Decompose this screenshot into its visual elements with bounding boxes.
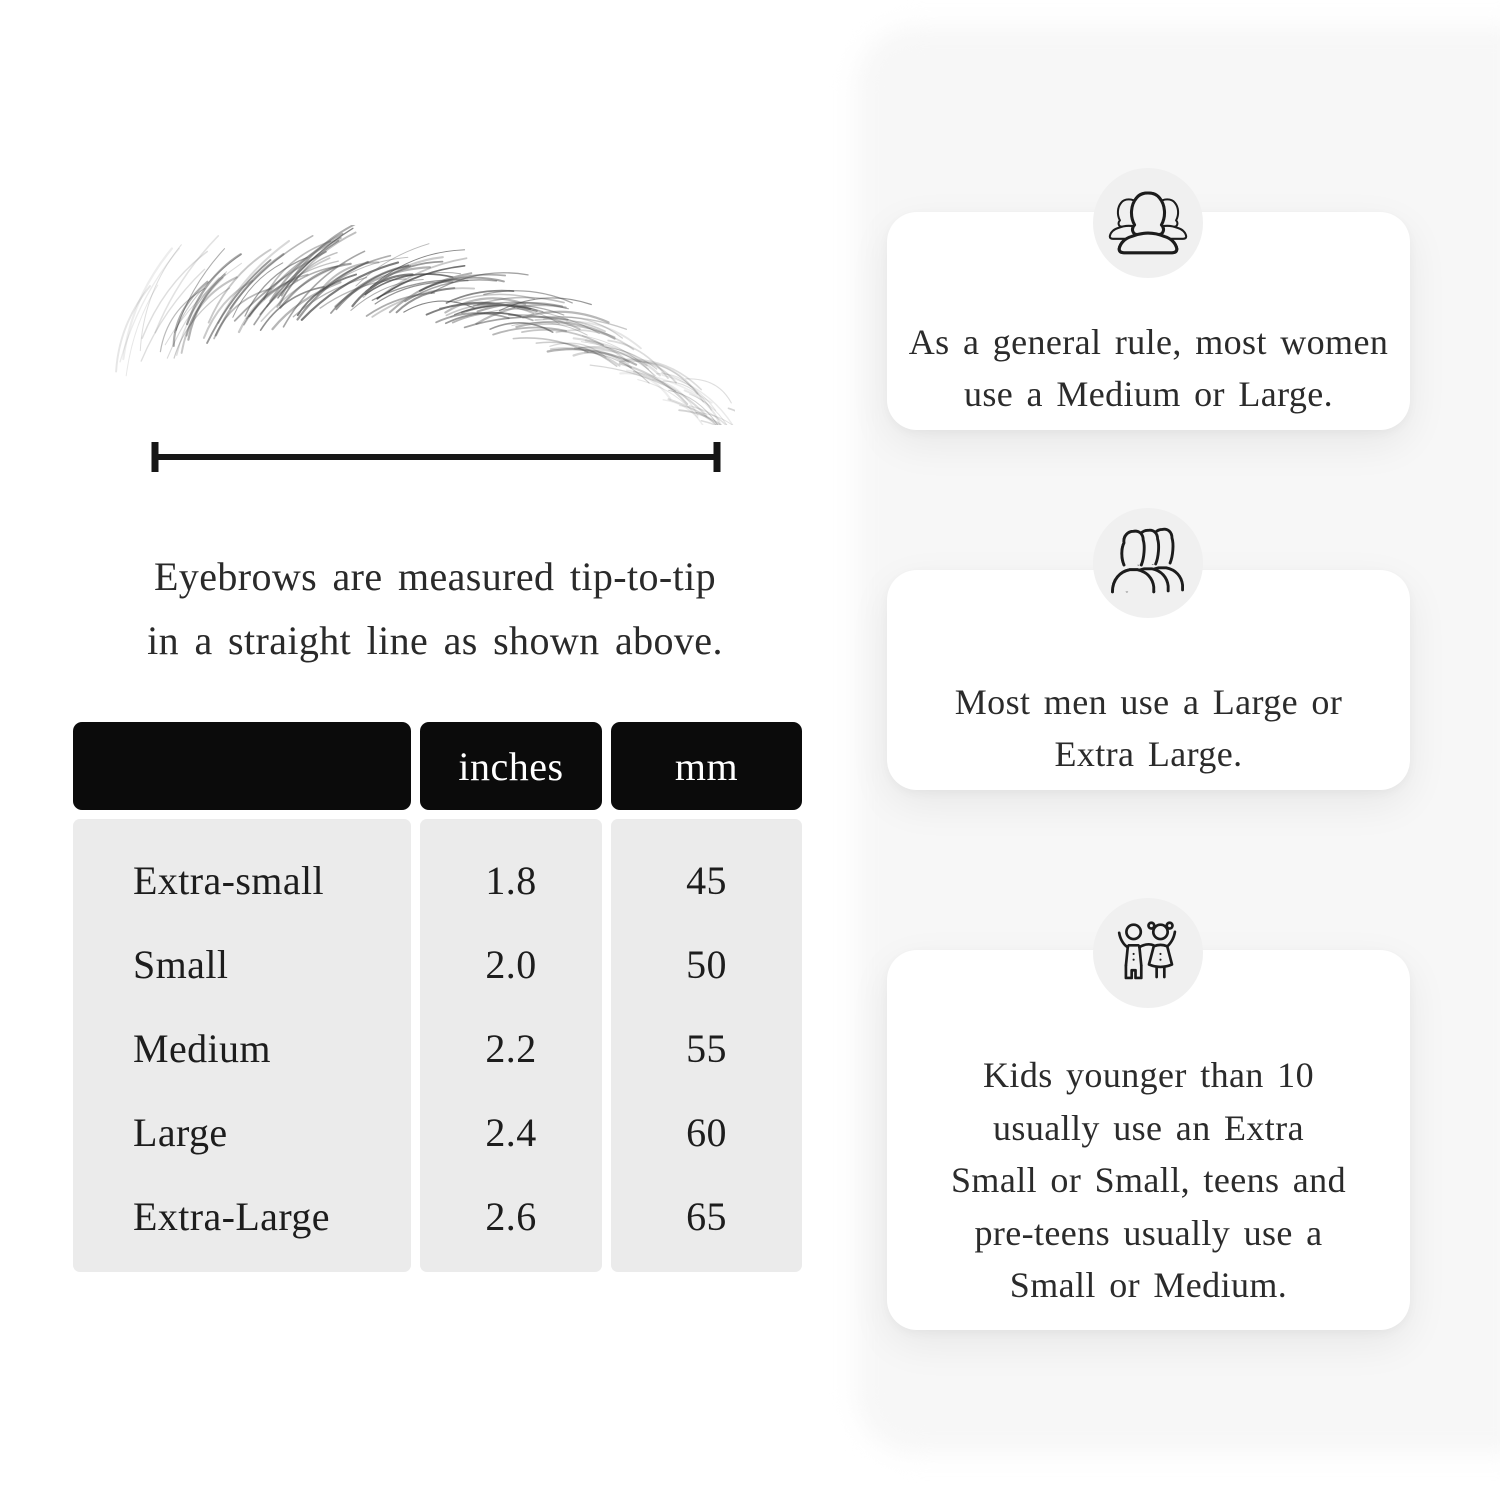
card-men-line-1: Most men use a Large or (954, 682, 1343, 722)
men-badge (1093, 508, 1203, 618)
table-cell-inches: 1.8 (485, 857, 537, 903)
card-men-line-2: Extra Large. (1054, 734, 1243, 774)
column-size-labels (73, 819, 411, 1272)
card-kids-text (887, 1049, 1410, 1312)
table-row-label: Medium (133, 1025, 271, 1071)
kids-icon (1100, 905, 1196, 1001)
table-cell-mm: 65 (686, 1193, 727, 1239)
measurement-caption (80, 545, 790, 673)
women-group-icon (1100, 175, 1196, 271)
column-inches-values (420, 819, 602, 1272)
card-women-line-2: use a Medium or Large. (963, 374, 1334, 414)
header-cell-size (73, 722, 411, 810)
table-row-label: Extra-small (133, 857, 325, 903)
table-cell-mm: 55 (686, 1025, 727, 1071)
card-kids-line-1: Kids younger than 10 (983, 1055, 1314, 1095)
table-row-label: Large (133, 1109, 228, 1155)
table-cell-inches: 2.4 (485, 1109, 537, 1155)
kids-badge (1093, 898, 1203, 1008)
eyebrow-illustration (105, 225, 735, 425)
table-cell-inches: 2.0 (485, 941, 537, 987)
header-cell-mm: mm (611, 722, 802, 810)
table-cell-mm: 50 (686, 941, 727, 987)
size-table-header (73, 722, 802, 810)
table-row-label: Extra-Large (133, 1193, 330, 1239)
table-cell-inches: 2.2 (485, 1025, 537, 1071)
caption-line-1: Eyebrows are measured tip-to-tip (153, 554, 717, 599)
card-kids-line-2: usually use an Extra (993, 1107, 1304, 1148)
card-kids-line-3: Small or Small, teens and (951, 1160, 1346, 1200)
card-women-line-1: As a general rule, most women (908, 322, 1389, 362)
measurement-line (148, 440, 724, 474)
table-row-label: Small (133, 941, 229, 987)
women-badge (1093, 168, 1203, 278)
card-men-text (887, 676, 1410, 780)
card-kids-line-5: Small or Medium. (1009, 1265, 1288, 1305)
table-cell-mm: 45 (686, 857, 727, 903)
size-table-body (73, 819, 802, 1272)
card-kids-line-4: pre-teens usually use a (974, 1212, 1323, 1253)
card-women-text (887, 316, 1410, 420)
men-group-icon (1100, 515, 1196, 611)
size-table (73, 722, 802, 1272)
table-cell-mm: 60 (686, 1109, 727, 1155)
header-cell-inches: inches (420, 722, 602, 810)
column-mm-values (611, 819, 802, 1272)
table-cell-inches: 2.6 (485, 1193, 537, 1239)
caption-line-2: in a straight line as shown above. (147, 618, 723, 663)
